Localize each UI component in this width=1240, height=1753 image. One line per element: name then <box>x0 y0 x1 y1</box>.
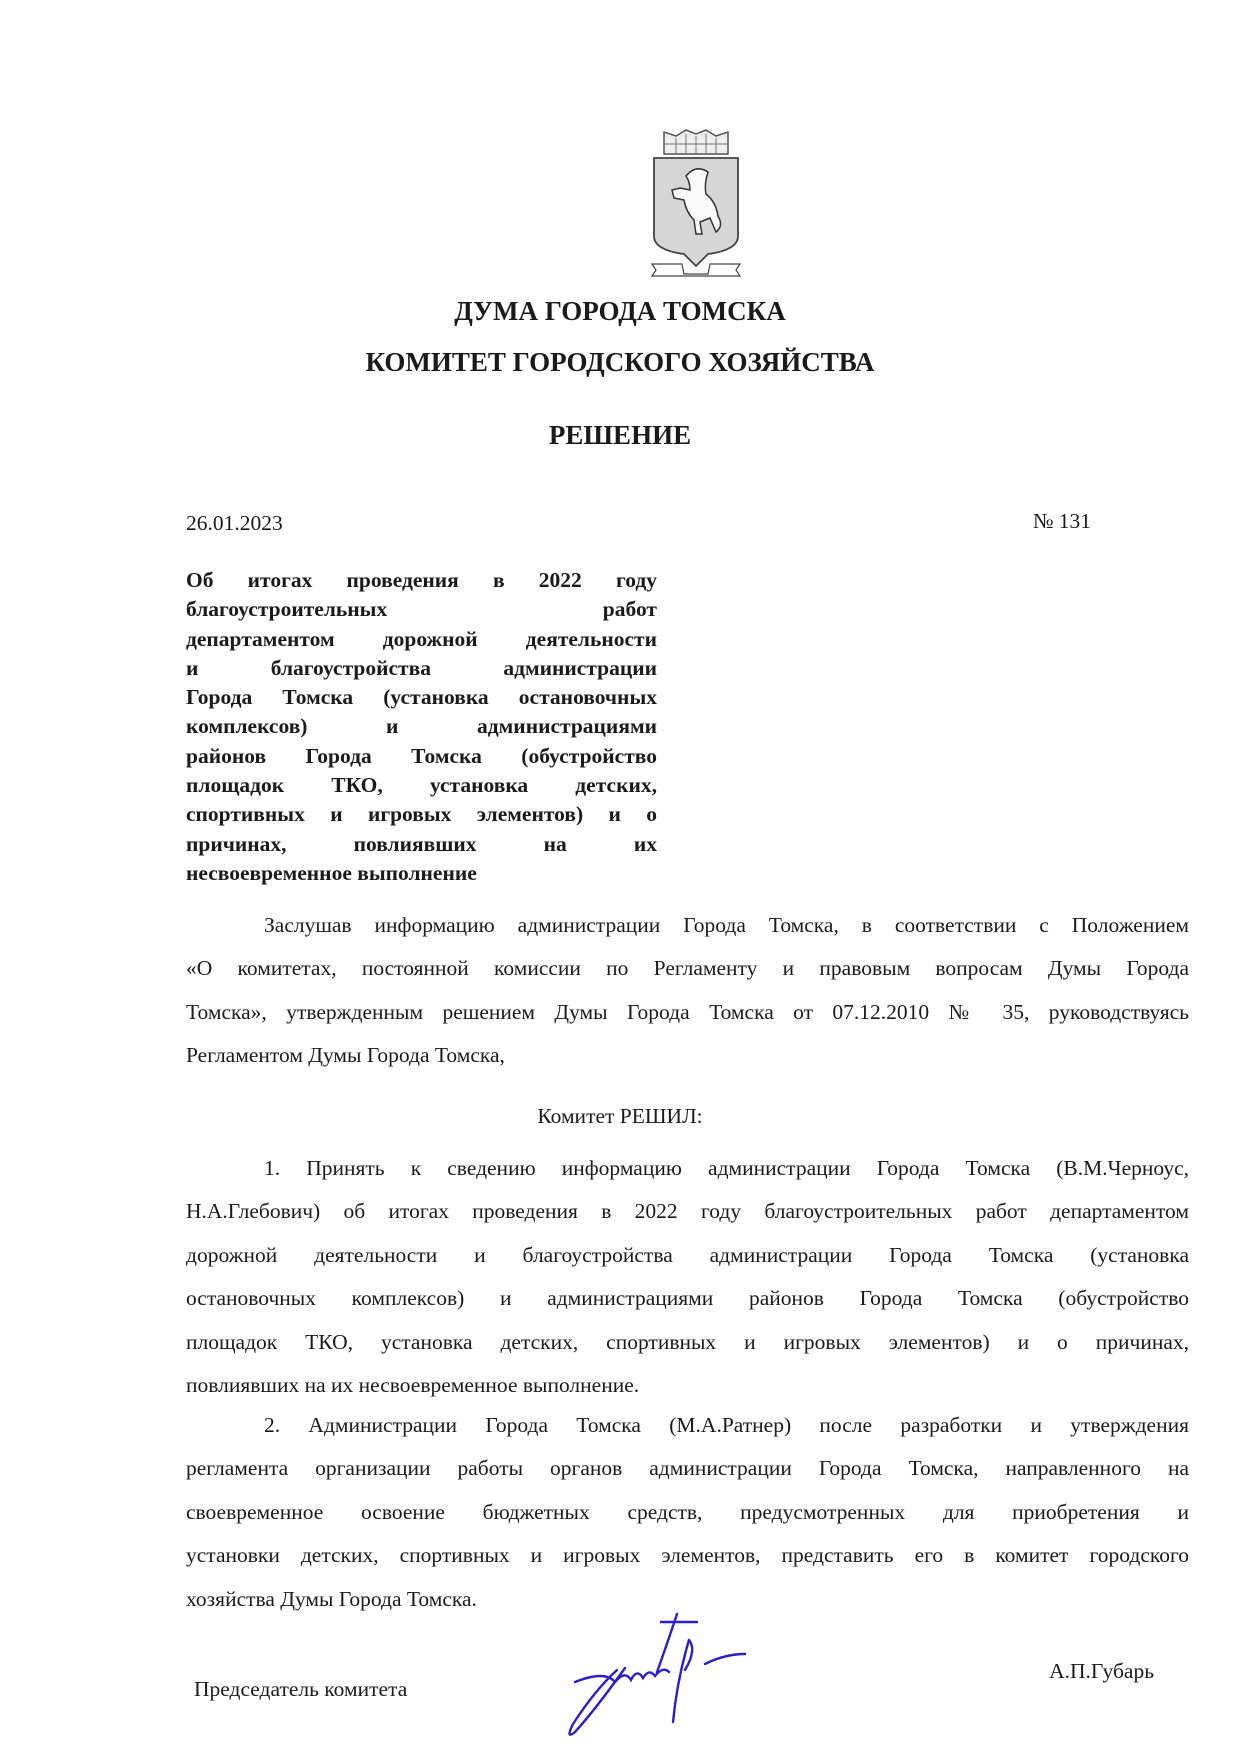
subject-line: комплексов) и администрациями <box>186 714 657 739</box>
coat-of-arms <box>646 124 746 282</box>
subject-block <box>186 566 657 888</box>
text-line: Томска», утвержденным решением Думы Города Томска от 07.12.2010 № 35, руководствуясь <box>186 999 1189 1024</box>
preamble-paragraph <box>186 904 1189 1078</box>
subject-line: районов Города Томска (обустройство <box>186 743 657 768</box>
text-line: дорожной деятельности и благоустройства администрации Города Томска (установка <box>186 1242 1189 1267</box>
text-line: хозяйства Думы Города Томска. <box>186 1586 477 1611</box>
org-name: ДУМА ГОРОДА ТОМСКА <box>454 296 786 326</box>
subject-line: и благоустройства администрации <box>186 655 657 680</box>
signatory-name: А.П.Губарь <box>1049 1659 1154 1683</box>
document-number: № 131 <box>1032 509 1091 533</box>
subject-line: площадок ТКО, установка детских, <box>186 773 657 798</box>
subject-line: Об итогах проведения в 2022 году <box>186 568 657 592</box>
item-1-paragraph <box>186 1147 1189 1407</box>
subject-line: благоустроительных работ <box>186 597 657 622</box>
document-type: РЕШЕНИЕ <box>548 420 692 450</box>
subject-line: спортивных и игровых элементов) и о <box>186 802 657 827</box>
item-2-paragraph <box>186 1404 1189 1621</box>
subject-line: несвоевременное выполнение <box>186 860 477 885</box>
text-line: регламента организации работы органов администрации Города Томска, направленного на <box>186 1456 1189 1481</box>
text-line: установки детских, спортивных и игровых элементов, представить его в комитет городского <box>186 1543 1189 1568</box>
text-line: площадок ТКО, установка детских, спортивных и игровых элементов) и о причинах, <box>186 1329 1189 1354</box>
text-line: 1. Принять к сведению информацию администрации Города Томска (В.М.Черноус, <box>264 1156 1189 1180</box>
text-line: Заслушав информацию администрации Города Томска, в соответствии с Положением <box>264 913 1189 937</box>
text-line: Регламентом Думы Города Томска, <box>186 1043 505 1068</box>
text-line: своевременное освоение бюджетных средств, предусмотренных для приобретения и <box>186 1499 1189 1524</box>
subject-line: причинах, повлиявших на их <box>186 831 657 856</box>
text-line: остановочных комплексов) и администрациями районов Города Томска (обустройство <box>186 1286 1189 1311</box>
committee-name: КОМИТЕТ ГОРОДСКОГО ХОЗЯЙСТВА <box>365 347 875 377</box>
resolved-heading: Комитет РЕШИЛ: <box>537 1104 703 1128</box>
signatory-position: Председатель комитета <box>194 1677 408 1701</box>
text-line: 2. Администрации Города Томска (М.А.Ратнер) после разработки и утверждения <box>264 1413 1189 1437</box>
document-date: 26.01.2023 <box>186 511 283 535</box>
text-line: повлиявших на их несвоевременное выполнение. <box>186 1373 640 1398</box>
handwritten-signature <box>565 1610 825 1740</box>
text-line: «О комитетах, постоянной комиссии по Регламенту и правовым вопросам Думы Города <box>186 956 1189 981</box>
text-line: Н.А.Глебович) об итогах проведения в 2022 году благоустроительных работ департаментом <box>186 1199 1189 1224</box>
subject-line: департаментом дорожной деятельности <box>186 626 657 651</box>
subject-line: Города Томска (установка остановочных <box>186 685 657 710</box>
